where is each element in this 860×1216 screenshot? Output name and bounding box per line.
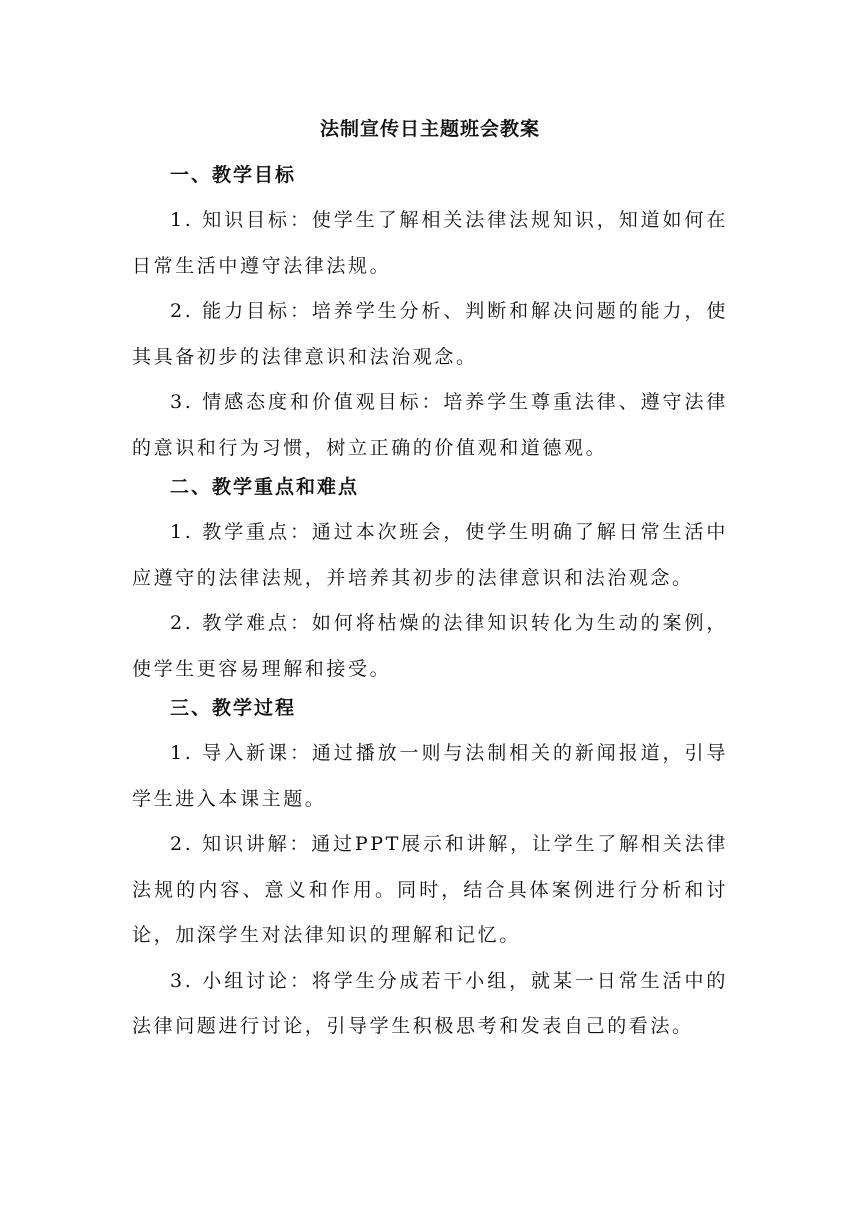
section-heading-key-points: 二、教学重点和难点 [170,476,360,498]
paragraph-key-point: 1. 教学重点：通过本次班会，使学生明确了解日常生活中应遵守的法律法规，并培养其初步的法律意识和法治观念。 [132,521,728,589]
paragraph-values-objective: 3. 情感态度和价值观目标：培养学生尊重法律、遵守法律的意识和行为习惯，树立正确的价值观和道德观。 [132,391,728,459]
paragraph-difficulty: 2. 教学难点：如何将枯燥的法律知识转化为生动的案例，使学生更容易理解和接受。 [132,612,728,680]
paragraph-knowledge-objective: 1. 知识目标：使学生了解相关法律法规知识，知道如何在日常生活中遵守法律法规。 [132,209,728,277]
paragraph-ability-objective: 2. 能力目标：培养学生分析、判断和解决问题的能力，使其具备初步的法律意识和法治观念。 [132,300,728,368]
section-heading-objectives: 一、教学目标 [170,164,297,186]
paragraph-introduction: 1. 导入新课：通过播放一则与法制相关的新闻报道，引导学生进入本课主题。 [132,742,728,810]
document-body [132,114,728,1050]
section-heading-process: 三、教学过程 [170,697,297,719]
document-title: 法制宣传日主题班会教案 [319,118,540,140]
paragraph-explanation: 2. 知识讲解：通过PPT展示和讲解，让学生了解相关法律法规的内容、意义和作用。同时，结合具体案例进行分析和讨论，加深学生对法律知识的理解和记忆。 [132,833,728,946]
paragraph-group-discussion: 3. 小组讨论：将学生分成若干小组，就某一日常生活中的法律问题进行讨论，引导学生积极思考和发表自己的看法。 [132,969,728,1037]
